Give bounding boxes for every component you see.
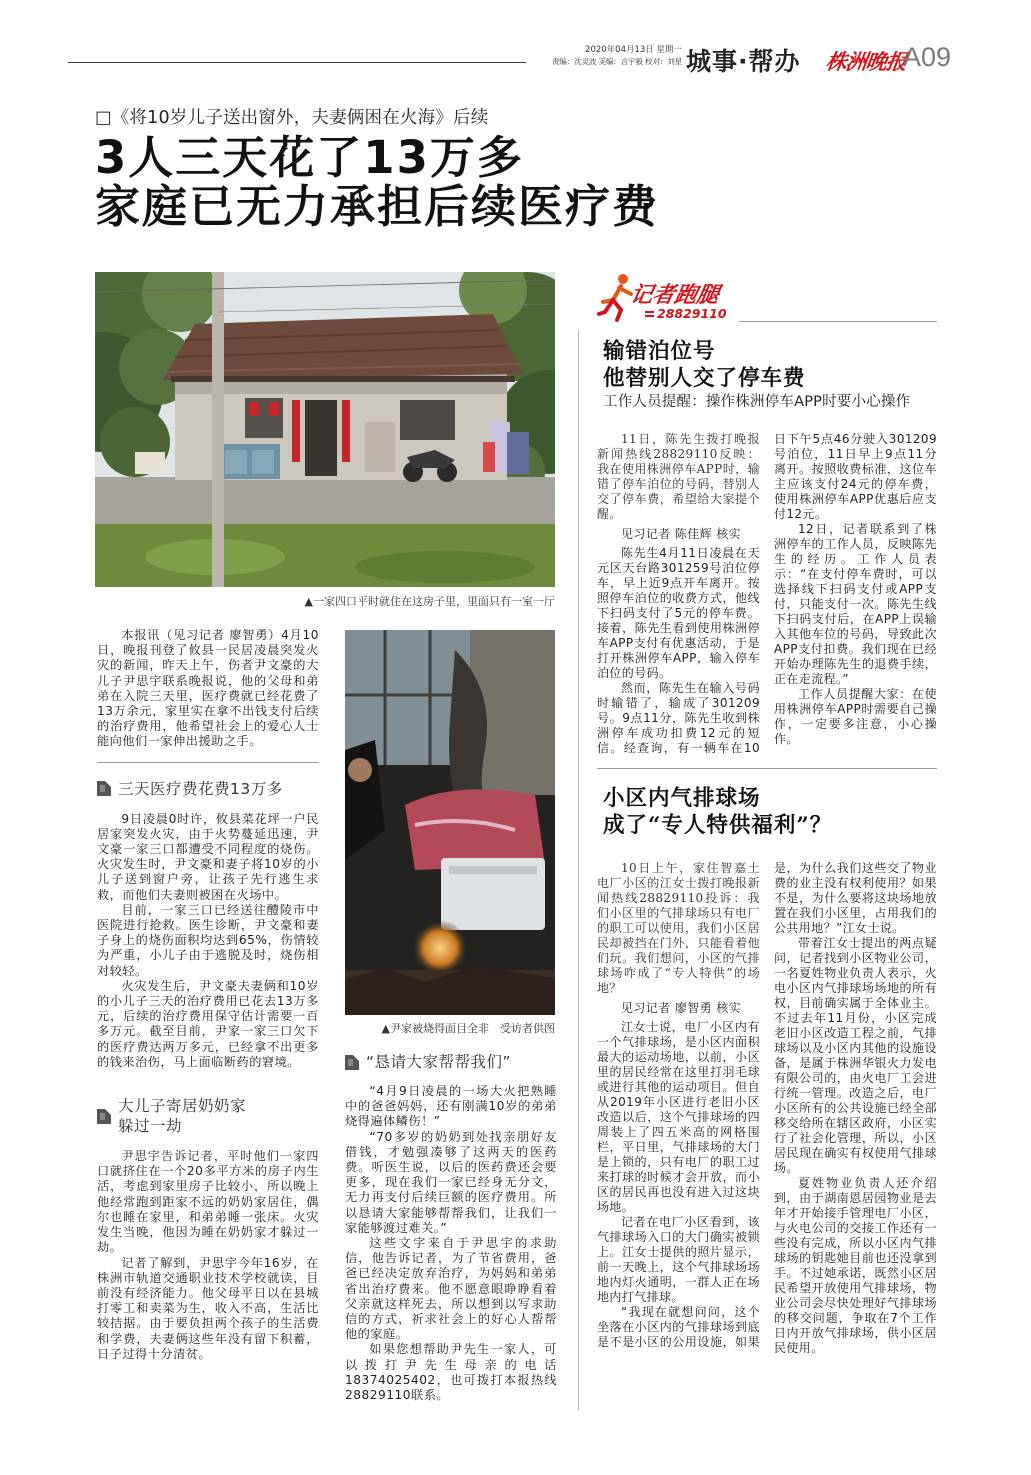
reporter-errand-column (597, 268, 937, 1356)
story1-headline-1: 输错泊位号 (603, 339, 716, 364)
reporter-errand-logo (597, 268, 937, 326)
story2-headline-2: 成了“专人特供福利”？ (603, 813, 833, 838)
editor-credits: 责编：沈灵波 美编：言宇毅 校对：刘星 (551, 57, 682, 66)
section-heading-text: 躲过一劫 (118, 1117, 183, 1136)
column-hotline: 28829110 (657, 306, 727, 321)
house-photo-image (95, 272, 555, 587)
story1-headline-2: 他替别人交了停车费 (603, 366, 806, 391)
page-number: A09 (903, 42, 952, 72)
story2-byline: 见习记者 廖智勇 核实 (621, 1001, 742, 1015)
column-divider (578, 330, 579, 1410)
paragraph: “70多岁的奶奶到处找亲朋好友借钱，才勉强凑够了这两天的医药费。听医生说，以后的医药费还会要更多，现在我们一家已经身无分文，无力再支付后续巨额的医疗费用。所以恳请大家能够帮帮我们，让我们一家能够渡过难关。” (345, 1129, 557, 1235)
paragraph: 9日凌晨0时许，攸县菜花坪一户民居家突发火灾，由于火势蔓延迅速，尹文豪一家三口都遭受不同程度的烧伤。火灾发生时，尹文豪和妻子将10岁的小儿子送到窗户旁，让孩子先行逃生求救，而他们夫妻则被困在火场中。 (97, 811, 319, 902)
logo-rule (739, 321, 937, 322)
story1-subhead: 工作人员提醒：操作株洲停车APP时要小心操作 (603, 394, 911, 410)
headline-line-1: 3人三天花了13万多 (95, 131, 524, 184)
section-heading-elder-son (97, 1096, 319, 1136)
paragraph: “4月9日凌晨的一场大火把熟睡中的爸爸妈妈，还有刚满10岁的弟弟烧得遍体鳞伤！” (345, 1084, 557, 1129)
story1-byline: 见习记者 陈佳辉 核实 (621, 527, 742, 541)
section-heading-text: “恳请大家帮帮我们” (366, 1053, 512, 1071)
paragraph: 如果您想帮助尹先生一家人，可以拨打尹先生母亲的电话18374025402，也可拨打本报热线28829110联系。 (345, 1342, 557, 1403)
photo-burned-interior (345, 630, 555, 1015)
paragraph: 记者在电厂小区看到，该气排球场入口的大门确实被锁上。江女士提供的照片显示，前一天晚上，这个气排球场场地内灯火通明，一群人正在场地内打气排球。 (597, 1215, 760, 1304)
story1-body (597, 432, 937, 756)
paragraph: 带着江女士提出的两点疑问，记者找到小区物业公司，一名夏姓物业负责人表示，火电小区内气排球场场地的所有权，目前确实属于全体业主。不过去年11月份，小区完成老旧小区改造工程之前，气排球场以及小区内其他的设施设备，是属于株洲华银火力发电有限公司的，由火电厂工会进行统一管理。改造之后，电厂小区所有的公共设施已经全部移交给所在辖区政府，小区实行了社会化管理，所以，小区居民现在确实有权使用气排球场。 (774, 936, 937, 1175)
section-marker-icon (97, 781, 111, 796)
couplet-right (342, 400, 350, 462)
story2-intro: 10日上午，家住智嘉土电厂小区的江女士拨打晚报新闻热线28829110投诉：我们小区里的气排球场只有电厂的职工可以使用，我们小区居民却被挡在门外，只能看着他们玩。我们想问，小区的气排球场咋成了“专人特供”的场地？ (597, 861, 760, 995)
fabric-pile (405, 789, 545, 870)
lamp-glow (412, 920, 468, 976)
paragraph: “我现在就想问问，这个坐落在小区内的气排球场到底是不是小区的公用设施，如果是，为什么我们这些交了物业费的业主没有权利使用？如果不是，为什么要将这块场地放置在我们小区里，占用我们的公共用地？”江女士说。 (597, 861, 937, 1349)
paragraph: 目前，一家三口已经送往醴陵市中医院进行抢救。医生诊断，尹文豪和妻子身上的烧伤面积均达到65%，伤情较为严重，小儿子由于逃脱及时，烧伤相对较轻。 (97, 902, 319, 978)
paragraph: 记者了解到，尹思宇今年16岁，在株洲市轨道交通职业技术学校就读，目前没有经济能力。他父母平日以在县城打零工和卖菜为生，收入不高，生活比较拮据。由于要负担两个孩子的生活费和学费，夫妻俩这些年没有留下积蓄，日子过得十分清贫。 (97, 1255, 319, 1361)
paragraph: 这些文字来自于尹思宇的求助信，他告诉记者，为了节省费用，爸爸已经决定放弃治疗，为妈妈和弟弟省出治疗费来。他不愿意眼睁睁看着父亲就这样死去，所以想到以写求助信的方式，祈求社会上的好心人帮帮他的家庭。 (345, 1236, 557, 1342)
paragraph: 陈先生4月11日凌晨在天元区天台路301259号泊位停车，早上近9点开车离开。按照停车泊位的收费方式，他线下扫码支付了5元的停车费。接着，陈先生看到使用株洲停车APP支付有优惠活动，于是打开株洲停车APP，输入停车泊位的号码。 (597, 546, 760, 680)
header-meta (520, 45, 682, 67)
couplet-left (292, 400, 300, 462)
story1-intro: 11日，陈先生拨打晚报新闻热线28829110反映：我在使用株洲停车APP时，输错了停车泊位的号码，替别人交了停车费，希望给大家提个醒。 (597, 432, 760, 521)
section-heading-plea (345, 1052, 557, 1072)
plea-section (345, 1052, 557, 1403)
photo-house-caption: ▲一家四口平时就住在这房子里，里面只有一室一厅 (304, 595, 555, 608)
photo-burned-caption: ▲尹家被烧得面目全非 受访者供图 (381, 1022, 555, 1035)
issue-date: 2020年04月13日 星期一 (585, 45, 682, 55)
paragraph: 江女士说，电厂小区内有一个气排球场，是小区内面积最大的运动场地，以前，小区里的居民经常在这里打羽毛球或进行其他的运动项目。但自从2019年小区进行老旧小区改造以后，这个气排球场的四周装上了四五米高的网格围栏，平日里，气排球场的大门是上锁的，只有电厂的职工过来打球的时候才会开放，而小区的居民再也没有进入过这块场地。 (597, 1020, 760, 1214)
section-marker-icon (97, 1109, 111, 1124)
column-logo-text: 记者跑腿 (628, 283, 721, 308)
paragraph: 12日，记者联系到了株洲停车的工作人员，反映陈先生的经历。工作人员表示：“在支付停车费时，可以选择线下扫码支付或APP支付，只能支付一次。陈先生线下扫码支付后，在APP上误输入其他车位的号码，导致此次APP支付扣费。我们现在已经开始办理陈先生的退费手续，正在走流程。” (774, 522, 937, 686)
headline-line-2: 家庭已无力承担后续医疗费 (95, 180, 660, 233)
intro-rule (97, 762, 319, 763)
header-rule (68, 62, 526, 63)
utility-pole (212, 272, 224, 587)
section-name: 城事·帮办 (686, 47, 801, 76)
front-door (305, 400, 337, 476)
story2-headline-1: 小区内气排球场 (603, 786, 761, 811)
paragraph: 火灾发生后，尹文豪夫妻俩和10岁的小儿子三天的治疗费用已花去13万多元，后续的治疗费用保守估计需要一百多万元。截至目前，尹家一家三口欠下的医疗费达两万多元，已经拿不出更多的钱来治伤，马上面临断药的窘境。 (97, 978, 319, 1069)
story-divider (597, 768, 937, 769)
lead-intro: 本报讯（见习记者 廖智勇）4月10日，晚报刊登了攸县一民居凌晨突发火灾的新闻，昨天上午，伤者尹文豪的大儿子尹思宇联系晚报说，他的父母和弟弟在入院三天里，医疗费就已经花费了13万余元，家里实在拿不出钱支付后续的治疗费用，他希望社会上的爱心人士能向他们一家伸出援助之手。 (97, 628, 319, 749)
paragraph: 夏姓物业负责人还介绍到，由于湖南恩居园物业是去年才开始接手管理电厂小区，与火电公司的交接工作还有一些没有完成，所以小区内气排球场的钥匙她目前也还没拿到手。不过她承诺，既然小区居民希望开放使用气排球场，物业公司会尽快处理好气排球场的移交问题，争取在7个工作日内开放气排球场，供小区居民使用。 (774, 1176, 937, 1355)
section-heading-text: 三天医疗费花费13万多 (118, 779, 283, 798)
boxes (135, 452, 165, 474)
newspaper-logo: 株洲晚报 (824, 49, 908, 74)
person-head (348, 758, 372, 782)
section-heading-medical-cost (97, 779, 319, 799)
paragraph: 工作人员提醒大家：在使用株洲停车APP时需要自己操作，一定要多注意，小心操作。 (774, 687, 937, 746)
paragraph: 然而，陈先生在输入号码时输错了，输成了301209号。9点11分，陈先生收到株洲停车成功扣费12元的短信。经查询，有一辆车在10日下午5点46分驶入301209号泊位，11日早上9点11分离开。按照收费标准，这位车主应该支付24元的停车费，使用株洲停车APP优惠后应支付12元。 (597, 432, 937, 755)
story2-body (597, 861, 937, 1356)
burned-interior-image (345, 630, 555, 1015)
paragraph: 尹思宇告诉记者，平时他们一家四口就挤住在一个20多平方米的房子内生活，考虑到家里房子比较小，所以晚上他经常跑到距家不远的奶奶家居住，偶尔也睡在家里，和弟弟睡一张床。火灾发生当晚，他因为睡在奶奶家才躲过一劫。 (97, 1149, 319, 1255)
lead-story-column (97, 628, 319, 1362)
headline-kicker: □《将10岁儿子送出窗外，夫妻俩困在火海》后续 (95, 108, 489, 128)
section-heading-text: 大儿子寄居奶奶家 (118, 1097, 247, 1116)
photo-house (95, 272, 555, 587)
window-right (400, 400, 455, 440)
section-marker-icon (345, 1055, 359, 1070)
